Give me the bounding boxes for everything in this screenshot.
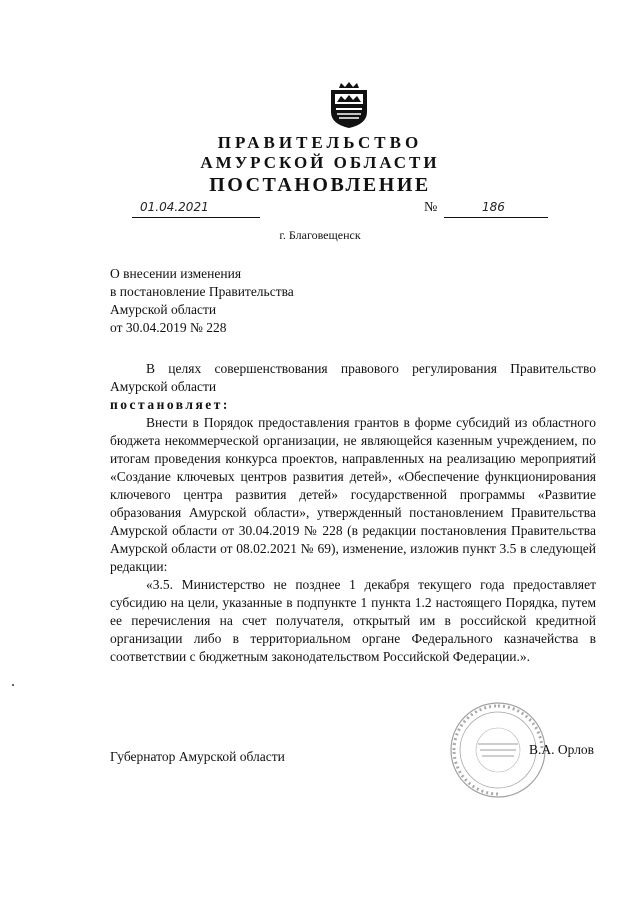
signatory-name: В.А. Орлов (529, 742, 595, 757)
subject-line: О внесении изменения (110, 266, 242, 281)
number-field (444, 200, 548, 218)
subject-line: Амурской области (110, 302, 217, 317)
government-name-line2: АМУРСКОЙ ОБЛАСТИ (200, 153, 440, 172)
document-subject (110, 265, 370, 337)
document-type-title: ПОСТАНОВЛЕНИЕ (209, 174, 431, 196)
city-name: г. Благовещенск (279, 228, 361, 242)
scan-speck (12, 684, 14, 686)
date-field (132, 200, 260, 218)
handwritten-date: 01.04.2021 (140, 200, 209, 214)
government-name-line1: ПРАВИТЕЛЬСТВО (217, 133, 423, 152)
coat-of-arms-icon (327, 82, 371, 128)
body-paragraph-2: «3.5. Министерство не позднее 1 декабря текущего года предоставляет субсидию на цели, указанные в подпункте 1 пункта 1.2 настоящего Порядка, путем ее перечисления на счет получателя, открытый им в российской кредитной организации либо в территориальном органе Федерального казначейства в соответствии с бюджетным законодательством Российской Федерации.». (110, 577, 596, 664)
body-paragraph-1: Внести в Порядок предоставления грантов в форме субсидий из областного бюджета некоммерческой организации, не являющейся казенным учреждением, по итогам проведения конкурса проектов, направленных на реализацию мероприятий «Создание ключевых центров развития детей», «Обеспечение функционирования ключевого центра развития детей» государственной программы «Развитие образования Амурской области», утвержденный постановлением Правительства Амурской области от 30.04.2019 № 228 (в редакции постановления Правительства Амурской области от 08.02.2021 № 69), изменение, изложив пункт 3.5 в следующей редакции: (110, 415, 596, 574)
governor-title: Губернатор Амурской области (110, 749, 285, 764)
number-label: № (424, 200, 438, 215)
subject-line: в постановление Правительства (110, 284, 294, 299)
decree-label: постановляет: (110, 397, 230, 412)
handwritten-number: 186 (482, 200, 505, 214)
subject-line: от 30.04.2019 № 228 (110, 320, 227, 335)
preamble-paragraph: В целях совершенствования правового регулирования Правительство Амурской области (110, 361, 596, 394)
document-body (110, 360, 596, 666)
